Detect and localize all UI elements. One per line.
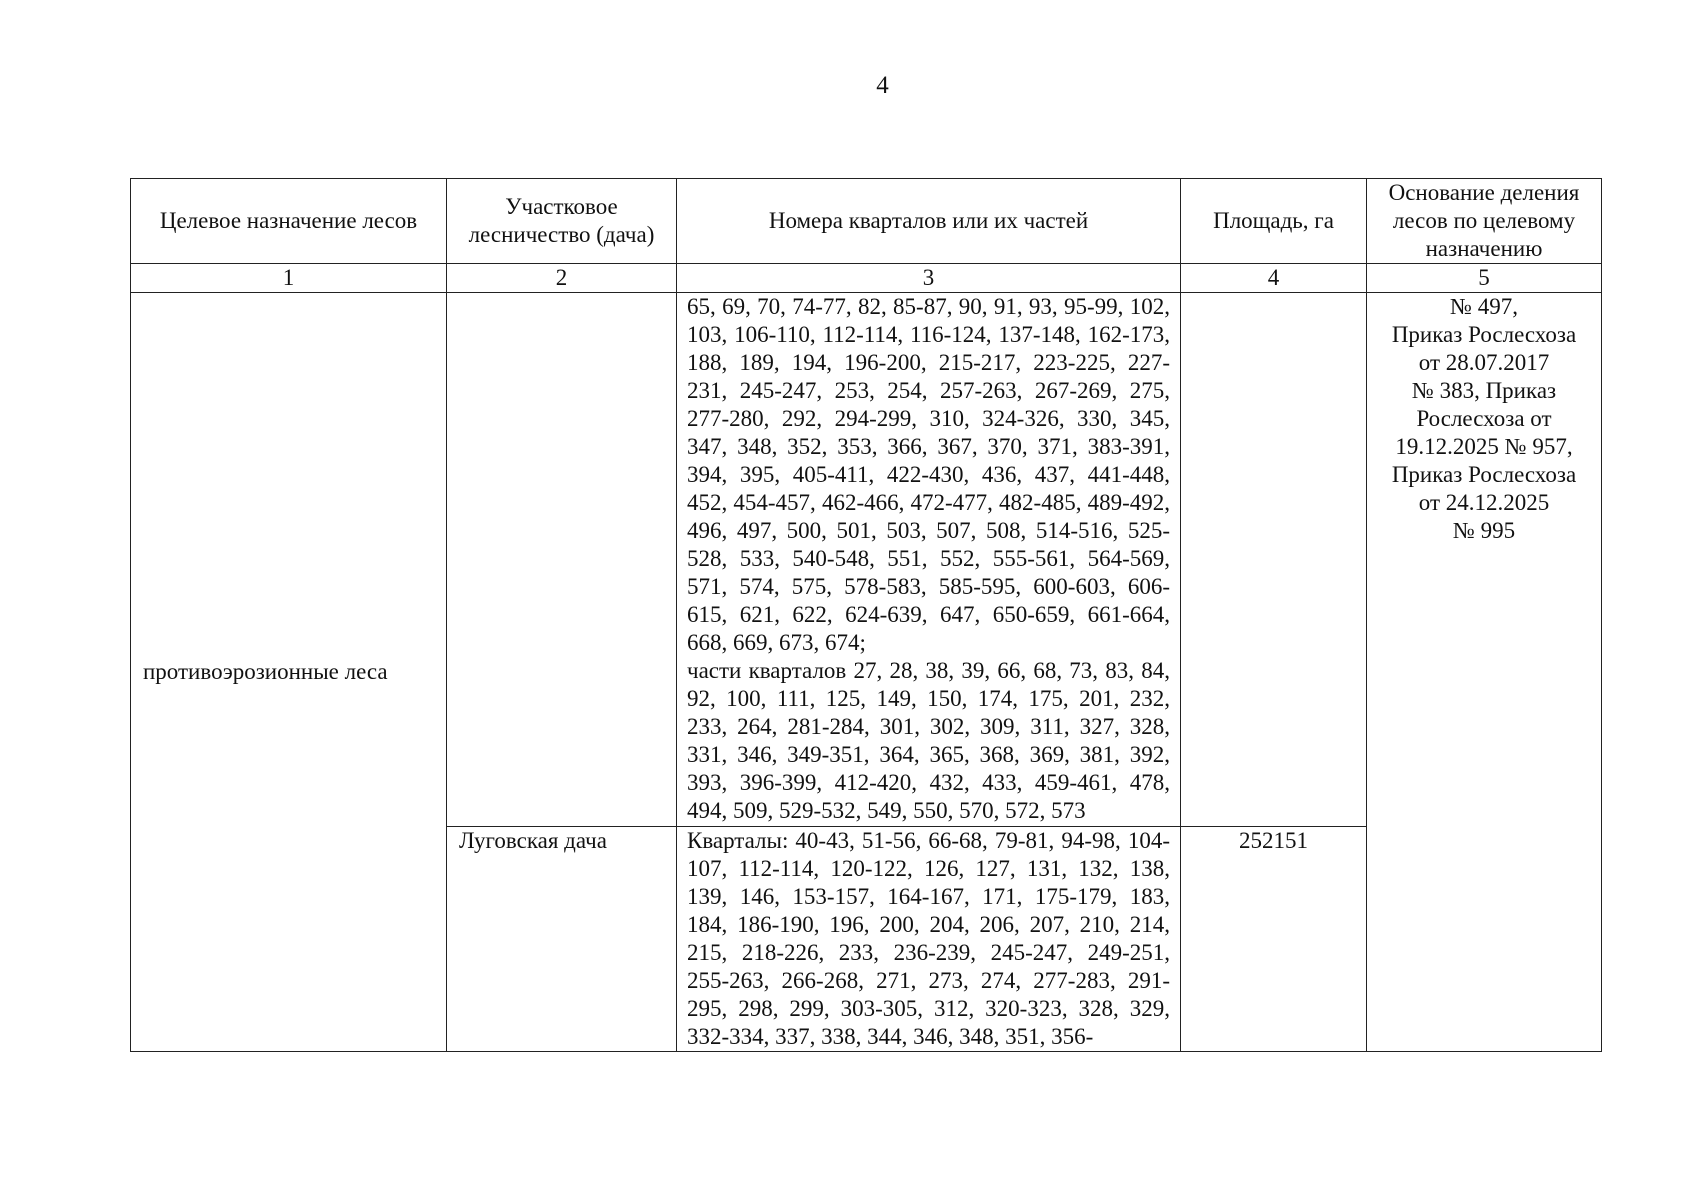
header-forestry: Участковое лесничество (дача) [447,179,677,264]
column-number-3: 3 [677,264,1181,293]
header-purpose: Целевое назначение лесов [131,179,447,264]
basis-line: № 995 [1452,518,1516,543]
basis-line: от 28.07.2017 [1418,350,1550,375]
basis-line: Рослесхоза от [1416,406,1552,431]
quarters-cell [677,293,1181,827]
basis-line: 19.12.2025 № 957, [1395,434,1573,459]
column-number-1: 1 [131,264,447,293]
purpose-cell: противоэрозионные леса [131,293,447,1052]
column-number-2: 2 [447,264,677,293]
column-number-row [131,264,1602,293]
basis-line: № 497, [1450,294,1518,319]
area-cell: 252151 [1181,827,1367,1052]
basis-line: № 383, Приказ [1411,378,1557,403]
quarters-list: Кварталы: 40-43, 51-56, 66-68, 79-81, 94-98, 104-107, 112-114, 120-122, 126, 127, 131, 132, 138, 139, 146, 153-157, 164-167, 171, 175-179, 183, 184, 186-190, 196, 200, 204, 206, 207, 210, 214, 215, 218-226, 233, 236-239, 245-247, 249-251, 255-263, 266-268, 271, 273, 274, 277-283, 291-295, 298, 299, 303-305, 312, 320-323, 328, 329, 332-334, 337, 338, 344, 346, 348, 351, 356- [687,828,1170,1049]
column-number-5: 5 [1367,264,1602,293]
forest-purpose-table [130,178,1602,1052]
area-cell [1181,293,1367,827]
basis-line: от 24.12.2025 [1418,490,1550,515]
header-quarters: Номера кварталов или их частей [677,179,1181,264]
quarters-parts-list: части кварталов 27, 28, 38, 39, 66, 68, 73, 83, 84, 92, 100, 111, 125, 149, 150, 174, 175, 201, 232, 233, 264, 281-284, 301, 302, 309, 311, 327, 328, 331, 346, 349-351, 364, 365, 368, 369, 381, 392, 393, 396-399, 412-420, 432, 433, 459-461, 478, 494, 509, 529-532, 549, 550, 570, 572, 573 [687,658,1170,823]
forestry-cell [447,293,677,827]
basis-cell [1367,293,1602,1052]
table-row [131,293,1602,827]
column-number-4: 4 [1181,264,1367,293]
header-basis: Основание деления лесов по целевому назначению [1367,179,1602,264]
forestry-cell: Луговская дача [447,827,677,1052]
quarters-list: 65, 69, 70, 74-77, 82, 85-87, 90, 91, 93, 95-99, 102, 103, 106-110, 112-114, 116-124, 137-148, 162-173, 188, 189, 194, 196-200, 215-217, 223-225, 227-231, 245-247, 253, 254, 257-263, 267-269, 275, 277-280, 292, 294-299, 310, 324-326, 330, 345, 347, 348, 352, 353, 366, 367, 370, 371, 383-391, 394, 395, 405-411, 422-430, 436, 437, 441-448, 452, 454-457, 462-466, 472-477, 482-485, 489-492, 496, 497, 500, 501, 503, 507, 508, 514-516, 525-528, 533, 540-548, 551, 552, 555-561, 564-569, 571, 574, 575, 578-583, 585-595, 600-603, 606-615, 621, 622, 624-639, 647, 650-659, 661-664, 668, 669, 673, 674; [687,294,1170,655]
quarters-cell [677,827,1181,1052]
basis-line: Приказ Рослесхоза [1391,322,1577,347]
header-row [131,179,1602,264]
page-number: 4 [876,72,889,99]
basis-line: Приказ Рослесхоза [1391,462,1577,487]
header-area: Площадь, га [1181,179,1367,264]
